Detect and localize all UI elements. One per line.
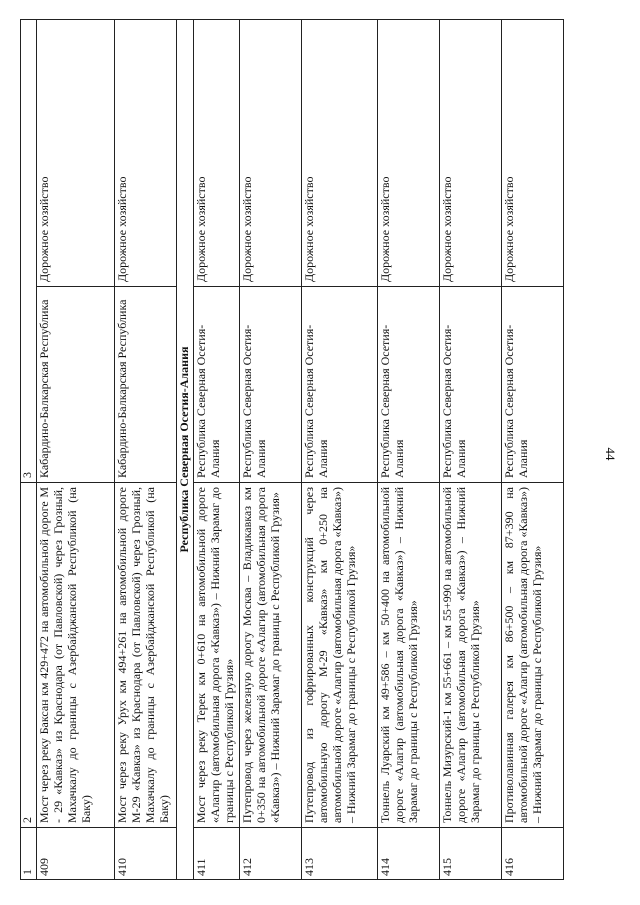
region: Республика Северная Осетия-Алания — [239, 287, 301, 483]
column-number-row — [21, 20, 37, 880]
object-name: Путепровод из гофрированных конструкций через автомобильную дорогу М-29 «Кавказ» км 0+250 на автомобильной дороге «Алагир (автомобильная дорога «Кавказ») – Нижний Зарамаг до границы с Республикой Грузия» — [301, 483, 377, 828]
column-number-1: 1 — [21, 828, 37, 880]
row-number: 412 — [239, 828, 301, 880]
row-number: 409 — [37, 828, 115, 880]
object-name: Путепровод через железную дорогу Москва – Владикавказ км 0+350 на автомобильной дороге «Алагир (автомобильная дорога «Кавказ») – Нижний Зарамаг до границы с Республикой Грузия» — [239, 483, 301, 828]
table-row — [193, 20, 239, 880]
table-row — [37, 20, 115, 880]
object-name: Противолавинная галерея км 86+500 – км 87+390 на автомобильной дороге «Алагир (автомобильная дорога «Кавказ») – Нижний Зарамаг до границы с Республикой Грузия» — [501, 483, 563, 828]
section-row — [177, 20, 194, 880]
object-name: Тоннель Луарский км 49+586 – км 50+400 на автомобильной дороге «Алагир (автомобильная дорога «Кавказ») – Нижний Зарамаг до границы с Республикой Грузия» — [377, 483, 439, 828]
owner: Дорожное хозяйство — [115, 20, 177, 287]
row-number: 410 — [115, 828, 177, 880]
row-number: 416 — [501, 828, 563, 880]
table-row — [439, 20, 501, 880]
row-number: 413 — [301, 828, 377, 880]
owner: Дорожное хозяйство — [301, 20, 377, 287]
column-number-2: 2 — [21, 483, 37, 828]
object-name: Мост через реку Баксан км 429+472 на автомобильной дороге М - 29 «Кавказ» из Краснодара (от Павловской) через Грозный, Махачкалу до границы с Азербайджанской Республикой (на Баку) — [37, 483, 115, 828]
column-number-3: 3 — [21, 20, 37, 483]
owner: Дорожное хозяйство — [193, 20, 239, 287]
owner: Дорожное хозяйство — [377, 20, 439, 287]
rotated-page — [20, 20, 570, 880]
row-number: 415 — [439, 828, 501, 880]
object-name: Тоннель Мизурский-1 км 55+661 – км 55+990 на автомобильной дороге «Алагир (автомобильная дорога «Кавказ») – Нижний Зарамаг до границы с Республикой Грузия» — [439, 483, 501, 828]
region: Кабардино-Балкарская Республика — [115, 287, 177, 483]
section-title: Республика Северная Осетия-Алания — [177, 20, 194, 880]
region: Кабардино-Балкарская Республика — [37, 287, 115, 483]
object-name: Мост через реку Терек км 0+610 на автомобильной дороге «Алагир (автомобильная дорога «Кавказ») – Нижний Зарамаг до границы с Республикой Грузия» — [193, 483, 239, 828]
objects-table — [20, 19, 564, 880]
row-number: 411 — [193, 828, 239, 880]
region: Республика Северная Осетия-Алания — [301, 287, 377, 483]
table-row — [501, 20, 563, 880]
object-name: Мост через реку Урух км 494+261 на автомобильной дороге М-29 «Кавказ» из Краснодара (от Павловской) через Грозный, Махачкалу до границы с Азербайджанской Республикой (на Баку) — [115, 483, 177, 828]
table-row — [377, 20, 439, 880]
table-row — [115, 20, 177, 880]
row-number: 414 — [377, 828, 439, 880]
table-row — [301, 20, 377, 880]
region: Республика Северная Осетия-Алания — [501, 287, 563, 483]
owner: Дорожное хозяйство — [37, 20, 115, 287]
table-row — [239, 20, 301, 880]
owner: Дорожное хозяйство — [439, 20, 501, 287]
region: Республика Северная Осетия-Алания — [377, 287, 439, 483]
page-number: 44 — [603, 447, 618, 461]
region: Республика Северная Осетия-Алания — [439, 287, 501, 483]
owner: Дорожное хозяйство — [501, 20, 563, 287]
owner: Дорожное хозяйство — [239, 20, 301, 287]
region: Республика Северная Осетия-Алания — [193, 287, 239, 483]
